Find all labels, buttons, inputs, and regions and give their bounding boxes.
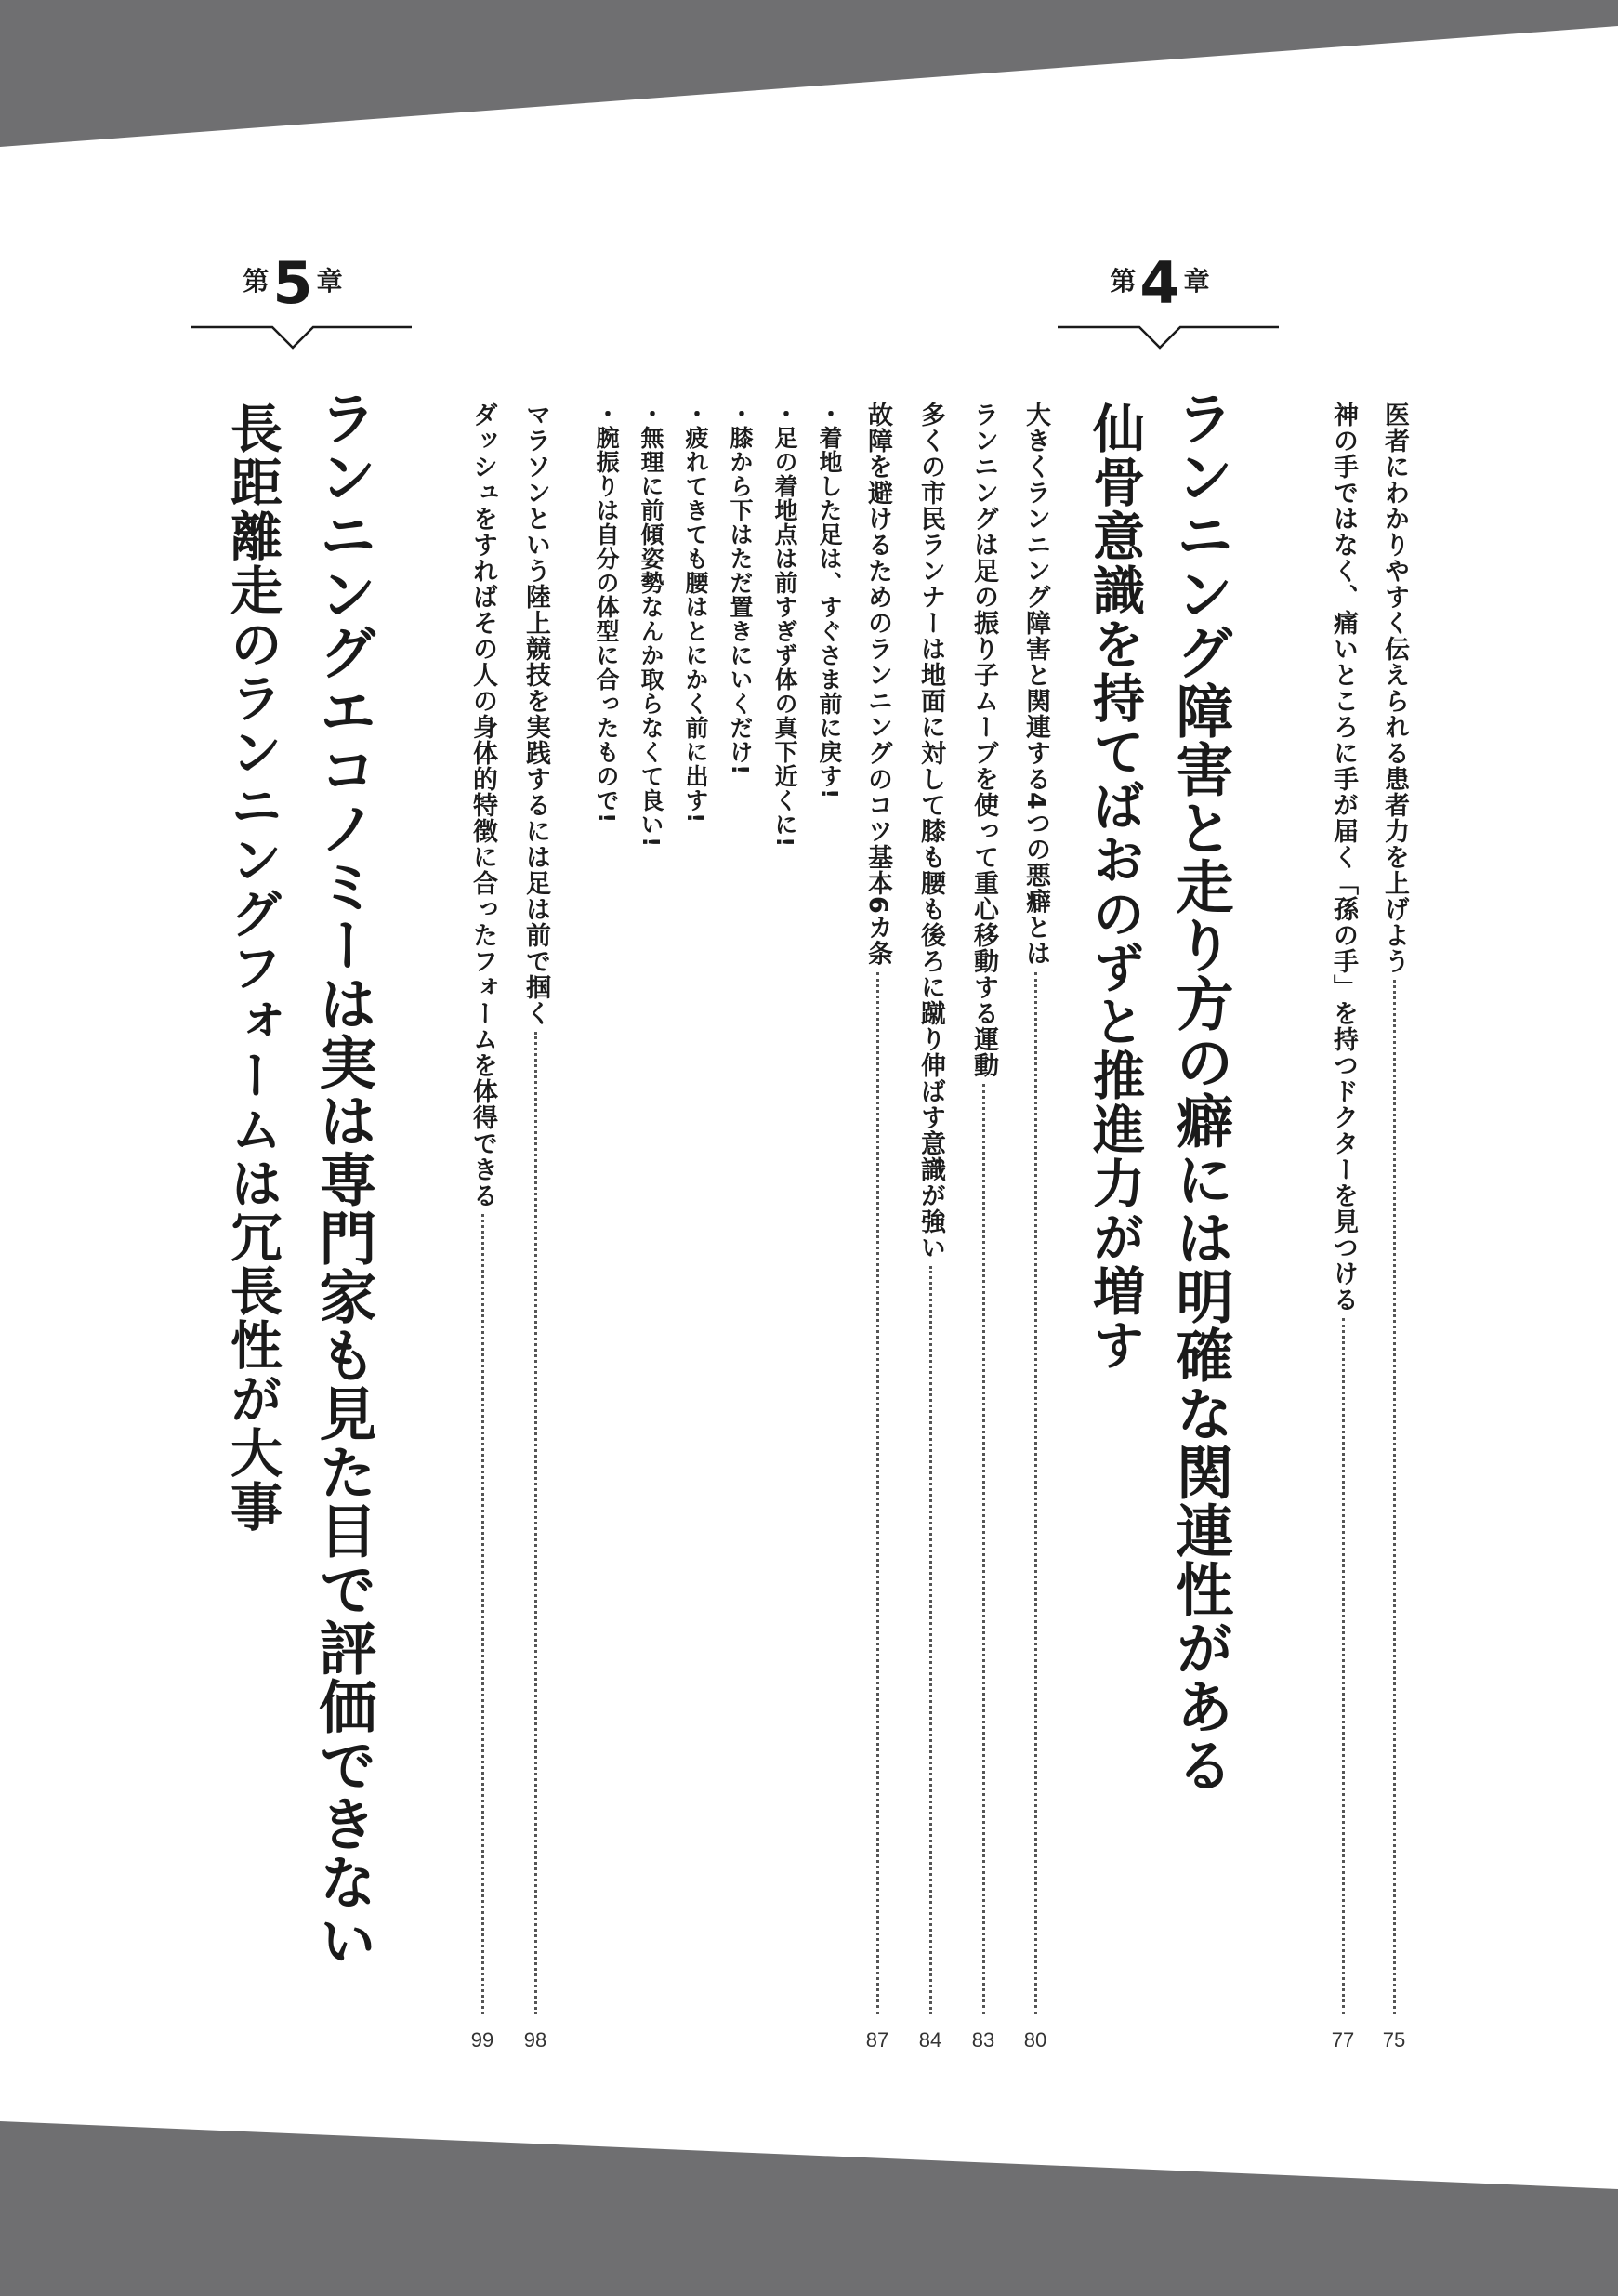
rule-text: ・膝から下はただ置きにいくだけ!	[727, 402, 754, 776]
page-number: 80	[1023, 2028, 1047, 2052]
leader-dots	[876, 972, 879, 2014]
rule-item	[589, 402, 623, 824]
toc-entry-title: 多くの市民ランナーは地面に対して膝も腰も後ろに蹴り伸ばす意識が強い	[916, 402, 945, 1260]
toc-entry-title: ランニングは足の振り子ムーブを使って重心移動する運動	[969, 402, 998, 1078]
toc-entry-title: 大きくランニング障害と関連する4つの悪癖とは	[1021, 402, 1050, 967]
chapter-suffix: 章	[316, 266, 343, 297]
toc-entry-title: ダッシュをすればその人の身体的特徴に合ったフォームを体得できる	[468, 402, 497, 1208]
rule-text: ・無理に前傾姿勢なんか取らなくて良い!	[638, 402, 664, 849]
toc-entry[interactable]	[519, 402, 552, 2014]
chapter-5-underline	[172, 314, 414, 361]
page-number: 87	[865, 2028, 889, 2052]
page-number: 99	[470, 2028, 494, 2052]
leader-dots	[1034, 972, 1037, 2014]
rule-text: ・足の着地点は前すぎず体の真下近くに!	[771, 402, 798, 849]
toc-entry-title: 医者にわかりやすく伝えられる患者力を上げよう	[1380, 402, 1409, 974]
toc-entry[interactable]	[1019, 402, 1052, 2014]
toc-entry-title: マラソンという陸上競技を実践するには足は前で掴く	[521, 402, 550, 1026]
page-number: 98	[523, 2028, 547, 2052]
leader-dots	[982, 1084, 985, 2014]
chapter-5-title: ランニングエコノミーは実は専門家も見た目で評価できない	[309, 389, 377, 1970]
chapter-number: 4	[1139, 249, 1180, 317]
leader-dots	[534, 1032, 537, 2014]
page-number: 77	[1331, 2028, 1355, 2052]
rule-item	[768, 402, 801, 848]
page-number: 75	[1382, 2028, 1406, 2052]
chapter-prefix: 第	[243, 266, 270, 297]
rule-item	[723, 402, 756, 775]
chapter-4-underline	[1039, 314, 1281, 361]
leader-dots	[481, 1214, 484, 2014]
toc-entry[interactable]	[967, 402, 1000, 2014]
page-number: 83	[971, 2028, 995, 2052]
rule-item	[812, 402, 846, 799]
rule-text: ・疲れてきても腰はとにかく前に出す!	[682, 402, 709, 825]
toc-entry-title: 神の手ではなく、痛いところに手が届く「孫の手」を持つドクターを見つける	[1329, 402, 1358, 1313]
chapter-number: 5	[272, 249, 313, 317]
chapter-4-subtitle: 仙骨意識を持てばおのずと推進力が増す	[1085, 402, 1146, 1372]
chapter-5-label	[172, 249, 414, 317]
toc-entry[interactable]	[466, 402, 499, 2014]
chapter-5-subtitle: 長距離走のランニングフォームは冗長性が大事	[222, 402, 283, 1534]
leader-dots	[929, 1266, 932, 2014]
toc-entry[interactable]	[1377, 402, 1411, 2014]
leader-dots	[1393, 980, 1396, 2014]
chapter-4-heading	[1039, 249, 1281, 351]
chapter-suffix: 章	[1183, 266, 1210, 297]
leader-dots	[1342, 1318, 1345, 2014]
chapter-4-label	[1039, 249, 1281, 317]
rule-text: ・腕振りは自分の体型に合ったもので!	[593, 402, 620, 825]
page-number: 84	[918, 2028, 942, 2052]
toc-entry[interactable]	[1326, 402, 1360, 2014]
chapter-prefix: 第	[1110, 266, 1137, 297]
chapter-4-title: ランニング障害と走り方の癖には明確な関連性がある	[1166, 389, 1234, 1794]
toc-entry[interactable]	[914, 402, 947, 2014]
rule-item	[678, 402, 712, 824]
rule-item	[634, 402, 667, 848]
toc-entry[interactable]	[861, 402, 894, 2014]
toc-entry-title: 故障を避けるためのランニングのコツ基本6カ条	[863, 402, 892, 967]
rule-text: ・着地した足は、すぐさま前に戻す!	[816, 402, 843, 800]
chapter-5-heading	[172, 249, 414, 351]
